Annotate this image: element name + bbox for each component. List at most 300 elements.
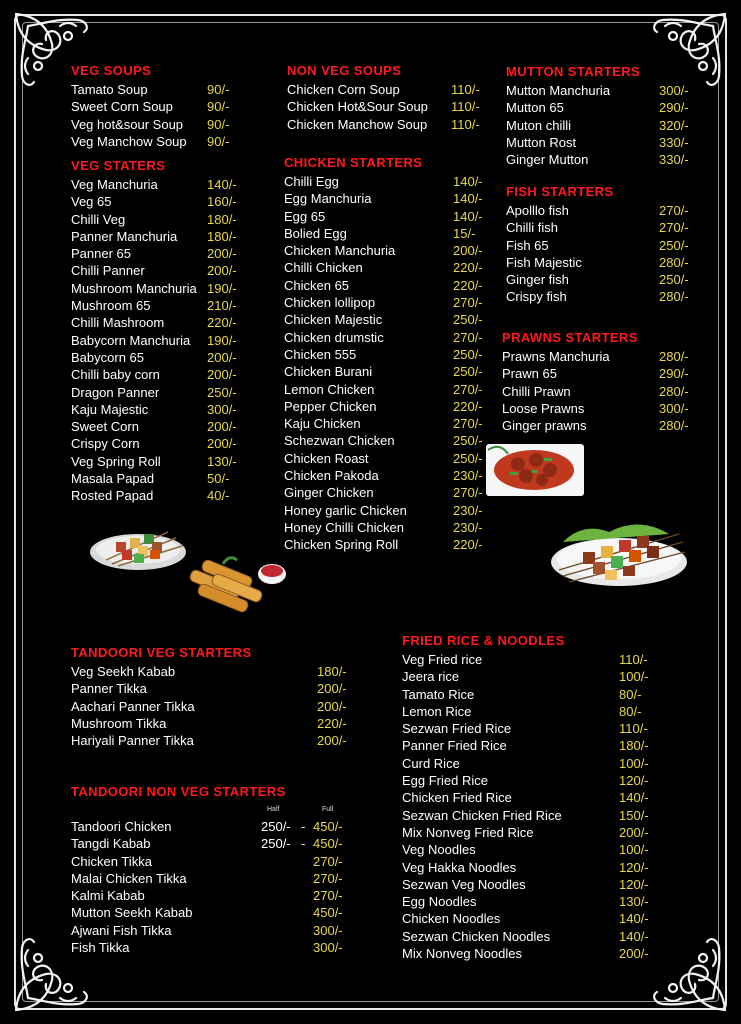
item-price: 100/-	[619, 755, 649, 771]
menu-item	[402, 737, 649, 754]
menu-item	[402, 876, 649, 893]
chicken-starters-section	[284, 155, 483, 554]
item-name: Mix Nonveg Fried Rice	[402, 824, 534, 840]
item-price: 250/-	[453, 312, 483, 328]
menu-item	[71, 262, 237, 279]
item-price: 290/-	[659, 366, 689, 382]
item-price: 270/-	[453, 416, 483, 432]
menu-item	[71, 297, 237, 314]
item-name: Honey garlic Chicken	[284, 502, 407, 518]
item-name: Chicken Roast	[284, 450, 369, 466]
item-price: 200/-	[207, 436, 237, 452]
item-price: 220/-	[317, 715, 347, 731]
item-name: Tandoori Chicken	[71, 819, 172, 834]
item-name: Mushroom Manchuria	[71, 280, 197, 296]
section-title: TANDOORI NON VEG STARTERS	[71, 784, 286, 799]
item-price: 200/-	[317, 698, 347, 714]
menu-item	[284, 502, 483, 519]
item-price: 250/-	[453, 450, 483, 466]
menu-item	[284, 190, 483, 207]
item-name: Ginger fish	[506, 272, 569, 288]
menu-item	[284, 484, 483, 501]
menu-item	[284, 450, 483, 467]
item-price: 160/-	[207, 194, 237, 210]
item-name: Egg Manchuria	[284, 191, 372, 207]
section-title: PRAWNS STARTERS	[502, 330, 638, 345]
item-price: 200/-	[207, 367, 237, 383]
menu-item	[71, 870, 343, 887]
menu-item	[402, 910, 649, 927]
item-price: 270/-	[453, 381, 483, 397]
item-price: 250/-	[207, 384, 237, 400]
item-name: Kaju Majestic	[71, 401, 149, 417]
menu-item	[71, 835, 343, 852]
menu-item	[502, 400, 689, 417]
item-price: 40/-	[207, 488, 230, 504]
item-name: Tangdi Kabab	[71, 836, 151, 852]
item-name: Fish Majestic	[506, 254, 582, 270]
item-name: Babycorn 65	[71, 349, 144, 365]
item-name: Fish Tikka	[71, 940, 130, 956]
price-separator: -	[301, 819, 306, 834]
menu-item	[502, 365, 689, 382]
veg-soups-section	[71, 63, 230, 150]
menu-item	[71, 853, 343, 870]
menu-item	[284, 173, 483, 190]
item-name: Veg Manchow Soup	[71, 133, 187, 149]
menu-item	[71, 887, 343, 904]
item-name: Chilli fish	[506, 220, 559, 236]
item-name: Lemon Rice	[402, 703, 472, 719]
menu-item	[506, 254, 689, 271]
item-price: 320/-	[659, 117, 689, 133]
item-price: 450/-	[313, 836, 343, 852]
item-name: Chicken Pakoda	[284, 468, 379, 484]
item-price: 250/-	[453, 346, 483, 362]
item-price: 110/-	[451, 82, 480, 97]
full-label: Full	[322, 806, 334, 813]
item-name: Chicken Fried Rice	[402, 790, 512, 806]
item-price: 300/-	[313, 940, 343, 956]
item-name: Chilli Egg	[284, 174, 339, 189]
menu-item	[71, 245, 237, 262]
item-price: 80/-	[619, 703, 642, 719]
item-price: 450/-	[313, 819, 343, 834]
item-name: Chicken Manchow Soup	[287, 116, 428, 132]
item-price: 300/-	[659, 400, 689, 416]
menu-item	[284, 519, 483, 536]
item-name: Veg Fried rice	[402, 652, 483, 667]
chilli-chicken-image	[484, 440, 586, 500]
item-price: 100/-	[619, 842, 649, 858]
item-price: 300/-	[313, 922, 343, 938]
menu-item	[402, 668, 649, 685]
item-price: 220/-	[453, 398, 483, 414]
item-price: 200/-	[317, 733, 347, 749]
item-name: Sezwan Chicken Noodles	[402, 928, 551, 944]
item-price: 190/-	[207, 332, 237, 348]
menu-item	[71, 349, 237, 366]
menu-item	[71, 663, 347, 680]
menu-item	[506, 151, 689, 168]
section-title: VEG STATERS	[71, 158, 166, 173]
menu-item	[71, 332, 237, 349]
menu-item	[71, 81, 230, 98]
menu-item	[506, 288, 689, 305]
item-name: Ajwani Fish Tikka	[71, 922, 172, 938]
menu-item	[284, 329, 483, 346]
item-name: Sweet Corn	[71, 419, 139, 435]
menu-item	[402, 789, 649, 806]
item-name: Pepper Chicken	[284, 398, 377, 414]
item-name: Panner Tikka	[71, 681, 147, 697]
item-price: 330/-	[659, 152, 689, 168]
menu-item	[71, 401, 237, 418]
item-name: Tamato Soup	[71, 82, 148, 97]
item-name: Masala Papad	[71, 471, 155, 487]
menu-item	[284, 415, 483, 432]
item-name: Babycorn Manchuria	[71, 332, 191, 348]
item-name: Hariyali Panner Tikka	[71, 733, 194, 749]
item-name: Chicken Spring Roll	[284, 537, 399, 553]
menu-item	[71, 732, 347, 749]
kebab-platter-image	[549, 512, 689, 590]
menu-item	[71, 435, 237, 452]
item-price: 220/-	[453, 260, 483, 276]
section-title: VEG SOUPS	[71, 63, 152, 78]
item-price: 230/-	[453, 468, 483, 484]
item-name: Chilli Prawn	[502, 383, 571, 399]
item-price: 130/-	[619, 894, 649, 910]
menu-item	[71, 98, 230, 115]
menu-item	[402, 755, 649, 772]
item-price: 250/-	[453, 364, 483, 380]
item-price: 180/-	[317, 664, 347, 679]
item-name: Curd Rice	[402, 755, 460, 771]
item-price: 200/-	[453, 243, 483, 259]
item-price: 280/-	[659, 418, 689, 434]
item-name: Chicken Corn Soup	[287, 82, 400, 97]
menu-item	[402, 720, 648, 737]
item-name: Mushroom Tikka	[71, 715, 167, 731]
item-price: 110/-	[619, 721, 648, 737]
item-price: 220/-	[207, 315, 237, 331]
item-price: 200/-	[207, 263, 237, 279]
item-name: Chicken Majestic	[284, 312, 383, 328]
item-price: 200/-	[207, 419, 237, 435]
item-name: Chicken Burani	[284, 364, 373, 380]
item-price: 120/-	[619, 773, 649, 789]
item-price: 220/-	[453, 277, 483, 293]
menu-item	[71, 366, 237, 383]
menu-item	[402, 772, 649, 789]
item-price: 230/-	[453, 519, 483, 535]
item-name: Kaju Chicken	[284, 416, 361, 432]
menu-item	[71, 418, 237, 435]
item-price: 100/-	[619, 669, 649, 685]
tandoori-non-veg-section	[71, 784, 343, 956]
veg-platter-image	[88, 520, 188, 572]
menu-item	[506, 99, 689, 116]
item-price: 280/-	[659, 289, 689, 305]
menu-item	[71, 176, 237, 193]
item-price: 140/-	[619, 790, 649, 806]
item-name: Egg 65	[284, 208, 326, 224]
item-name: Mutton Seekh Kabab	[71, 905, 193, 921]
item-name: Chilli Veg	[71, 211, 126, 227]
menu-item	[71, 487, 230, 504]
item-price: 250/-	[659, 272, 689, 288]
menu-item	[284, 381, 483, 398]
item-price: 180/-	[619, 738, 649, 754]
item-name: Mix Nonveg Noodles	[402, 946, 522, 962]
half-price: 250/-	[261, 836, 291, 852]
item-price: 270/-	[313, 853, 343, 869]
menu-item	[402, 651, 648, 668]
menu-item	[284, 208, 483, 225]
item-price: 110/-	[451, 116, 480, 132]
section-title: NON VEG SOUPS	[287, 63, 402, 78]
half-price: 250/-	[261, 819, 291, 834]
item-name: Lemon Chicken	[284, 381, 375, 397]
menu-item	[506, 82, 689, 99]
menu-item	[71, 470, 230, 487]
item-price: 80/-	[619, 686, 642, 702]
menu-item	[71, 818, 343, 835]
item-name: Veg 65	[71, 194, 112, 210]
item-name: Sezwan Chicken Fried Rice	[402, 807, 562, 823]
item-price: 270/-	[313, 870, 343, 886]
menu-item	[71, 193, 237, 210]
item-price: 140/-	[619, 928, 649, 944]
item-price: 280/-	[659, 349, 689, 364]
item-name: Sezwan Veg Noodles	[402, 876, 526, 892]
ornament-corner-icon	[643, 928, 733, 1018]
item-name: Chicken Tikka	[71, 853, 152, 869]
item-name: Dragon Panner	[71, 384, 160, 400]
menu-item	[506, 219, 689, 236]
item-name: Prawns Manchuria	[502, 349, 610, 364]
menu-item	[284, 432, 483, 449]
fried-rice-noodles-section	[402, 633, 649, 962]
menu-item	[502, 417, 689, 434]
item-name: Veg Manchuria	[71, 177, 158, 192]
item-name: Egg Noodles	[402, 894, 477, 910]
item-name: Honey Chilli Chicken	[284, 519, 404, 535]
item-price: 270/-	[659, 220, 689, 236]
item-price: 180/-	[207, 228, 237, 244]
item-name: Crispy fish	[506, 289, 567, 305]
item-name: Chicken Noodles	[402, 911, 501, 927]
item-name: Crispy Corn	[71, 436, 140, 452]
item-price: 50/-	[207, 471, 230, 487]
price-separator: -	[301, 836, 306, 852]
item-price: 270/-	[453, 329, 483, 345]
item-price: 150/-	[619, 807, 649, 823]
item-name: Mutton Rost	[506, 134, 577, 150]
item-name: Fish 65	[506, 237, 549, 253]
item-name: Chicken Manchuria	[284, 243, 396, 259]
item-price: 330/-	[659, 134, 689, 150]
prawns-starters-section	[502, 330, 689, 434]
menu-item	[71, 939, 343, 956]
item-price: 120/-	[619, 876, 649, 892]
section-title: TANDOORI VEG STARTERS	[71, 645, 252, 660]
item-name: Ginger Mutton	[506, 152, 589, 168]
item-name: Panner Fried Rice	[402, 738, 507, 754]
menu-item	[402, 807, 649, 824]
item-name: Ginger Chicken	[284, 485, 374, 501]
veg-staters-section	[71, 158, 237, 505]
menu-item	[287, 116, 480, 133]
item-name: Chicken lollipop	[284, 295, 376, 311]
menu-item	[506, 117, 689, 134]
item-price: 200/-	[317, 681, 347, 697]
section-title: CHICKEN STARTERS	[284, 155, 423, 170]
item-name: Mutton Manchuria	[506, 83, 611, 98]
item-price: 280/-	[659, 383, 689, 399]
menu-item	[506, 202, 689, 219]
mutton-starters-section	[506, 64, 689, 168]
item-price: 280/-	[659, 254, 689, 270]
item-name: Chilli baby corn	[71, 367, 160, 383]
menu-item	[402, 686, 642, 703]
item-name: Mushroom 65	[71, 298, 151, 314]
item-price: 140/-	[619, 911, 649, 927]
item-name: Prawn 65	[502, 366, 557, 382]
item-name: Chilli Mashroom	[71, 315, 165, 331]
menu-item	[71, 715, 347, 732]
tandoori-veg-section	[71, 645, 347, 749]
item-name: Rosted Papad	[71, 488, 154, 504]
menu-item	[71, 280, 237, 297]
item-name: Panner 65	[71, 246, 131, 262]
non-veg-soups-section	[287, 63, 480, 133]
item-name: Jeera rice	[402, 669, 460, 685]
menu-item	[71, 453, 237, 470]
section-title: MUTTON STARTERS	[506, 64, 641, 79]
item-name: Veg Noodles	[402, 842, 476, 858]
item-name: Chicken drumstic	[284, 329, 384, 345]
spring-roll-image	[183, 552, 288, 614]
menu-item	[506, 237, 689, 254]
item-name: Aachari Panner Tikka	[71, 698, 195, 714]
item-name: Loose Prawns	[502, 400, 585, 416]
item-name: Sweet Corn Soup	[71, 99, 173, 115]
item-price: 200/-	[207, 246, 237, 262]
menu-item	[402, 841, 649, 858]
menu-item	[402, 859, 649, 876]
menu-item	[402, 928, 649, 945]
menu-item	[284, 277, 483, 294]
item-price: 90/-	[207, 133, 230, 149]
item-price: 250/-	[453, 433, 483, 449]
fish-starters-section	[506, 184, 689, 306]
item-price: 140/-	[453, 174, 483, 189]
menu-item	[284, 363, 483, 380]
item-price: 180/-	[207, 211, 237, 227]
menu-item	[506, 134, 689, 151]
menu-item	[502, 383, 689, 400]
item-name: Tamato Rice	[402, 686, 475, 702]
item-price: 15/-	[453, 225, 476, 241]
item-price: 200/-	[207, 349, 237, 365]
item-price: 230/-	[453, 502, 483, 518]
item-name: Chicken Hot&Sour Soup	[287, 99, 428, 115]
item-name: Sezwan Fried Rice	[402, 721, 512, 737]
menu-item	[71, 211, 237, 228]
item-price: 200/-	[619, 824, 649, 840]
item-name: Apolllo fish	[506, 203, 569, 218]
item-price: 450/-	[313, 905, 343, 921]
menu-item	[402, 824, 649, 841]
item-price: 270/-	[453, 485, 483, 501]
item-name: Bolied Egg	[284, 225, 347, 241]
item-price: 200/-	[619, 946, 649, 962]
item-price: 270/-	[313, 888, 343, 904]
item-name: Veg Spring Roll	[71, 453, 161, 469]
menu-item	[284, 259, 483, 276]
item-price: 110/-	[451, 99, 480, 115]
item-name: Chilli Panner	[71, 263, 145, 279]
menu-item	[71, 314, 237, 331]
item-price: 300/-	[659, 83, 689, 98]
item-price: 190/-	[207, 280, 237, 296]
menu-item	[502, 348, 689, 365]
menu-item	[71, 116, 230, 133]
menu-item	[71, 384, 237, 401]
menu-item	[71, 698, 347, 715]
item-name: Panner Manchuria	[71, 228, 178, 244]
section-title: FRIED RICE & NOODLES	[402, 633, 565, 648]
menu-item	[284, 346, 483, 363]
item-price: 90/-	[207, 82, 230, 97]
item-name: Schezwan Chicken	[284, 433, 395, 449]
half-label: Half	[267, 806, 280, 813]
menu-item	[284, 311, 483, 328]
menu-item	[402, 893, 649, 910]
item-name: Malai Chicken Tikka	[71, 870, 187, 886]
menu-item	[71, 904, 343, 921]
item-price: 90/-	[207, 116, 230, 132]
item-price: 250/-	[659, 237, 689, 253]
item-name: Ginger prawns	[502, 418, 587, 434]
item-name: Veg Hakka Noodles	[402, 859, 517, 875]
item-price: 140/-	[207, 177, 237, 192]
section-title: FISH STARTERS	[506, 184, 614, 199]
item-price: 140/-	[453, 208, 483, 224]
menu-item	[71, 228, 237, 245]
menu-item	[284, 398, 483, 415]
item-price: 110/-	[619, 652, 648, 667]
item-price: 140/-	[453, 191, 483, 207]
menu-item	[284, 467, 483, 484]
item-name: Mutton 65	[506, 100, 564, 116]
item-price: 300/-	[207, 401, 237, 417]
item-name: Veg Seekh Kabab	[71, 664, 176, 679]
item-price: 270/-	[453, 295, 483, 311]
menu-item	[284, 242, 483, 259]
menu-item	[402, 703, 642, 720]
item-name: Chicken 555	[284, 346, 357, 362]
item-price: 290/-	[659, 100, 689, 116]
menu-item	[402, 945, 649, 962]
menu-item	[71, 133, 230, 150]
menu-item	[284, 294, 483, 311]
item-price: 210/-	[207, 298, 237, 314]
item-price: 130/-	[207, 453, 237, 469]
menu-item	[71, 922, 343, 939]
